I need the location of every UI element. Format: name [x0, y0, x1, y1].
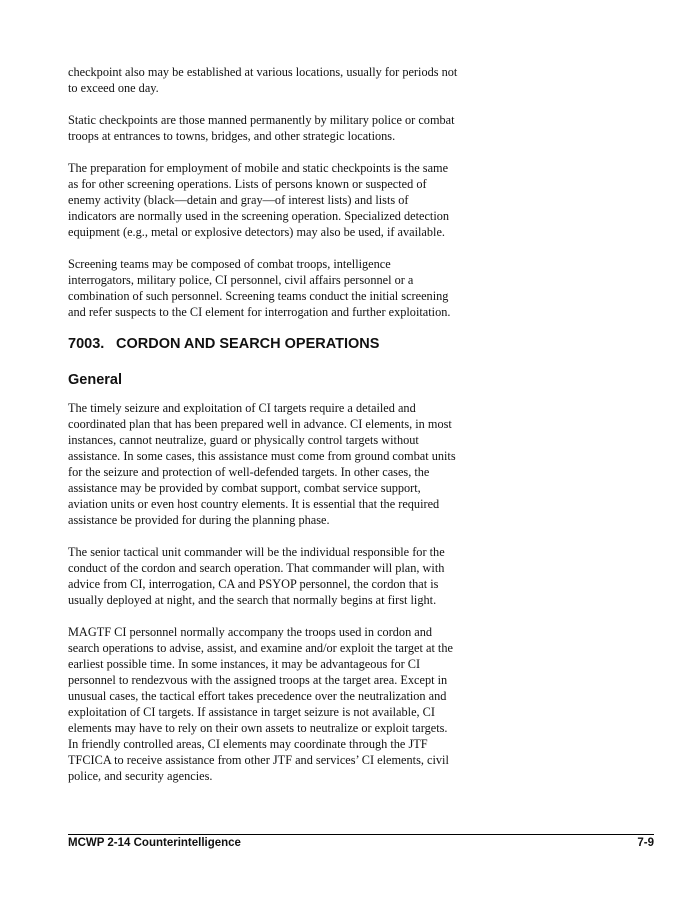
- page-footer: [68, 834, 654, 849]
- paragraph-static-checkpoints: Static checkpoints are those manned permanently by military police or combat troops at entrances to towns, bridges, and other strategic locations.: [68, 113, 455, 143]
- subsection-heading: General: [68, 372, 122, 388]
- page-body: [68, 64, 458, 800]
- paragraph-senior-commander: The senior tactical unit commander will be the individual responsible for the conduct of the cordon and search operation. That commander will plan, with advice from CI, interrogation, CA and PSYOP personnel, the cordon that is usually deployed at night, and the search that normally begins at first light.: [68, 545, 445, 607]
- paragraph-magtf-ci-personnel: MAGTF CI personnel normally accompany the troops used in cordon and search operations to advise, assist, and examine and/or exploit the target at the earliest possible time. In some instances, it may be advantageous for CI personnel to rendezvous with the assigned troops at the target area. Except in unusual cases, the tactical effort takes precedence over the neutralization and exploitation of CI targets. If assistance in target seizure is not available, CI elements may have to rely on their own assets to neutralize or exploit targets. In friendly controlled areas, CI elements may coordinate through the JTF TFCICA to receive assistance from other JTF and services’ CI elements, civil police, and security agencies.: [68, 625, 453, 783]
- paragraph-checkpoint-preparation: The preparation for employment of mobile and static checkpoints is the same as for other screening operations. Lists of persons known or suspected of enemy activity (black—detain and gray—of interest lists) and lists of indicators are normally used in the screening operation. Specialized detection equipment (e.g., metal or explosive detectors) may also be used, if available.: [68, 161, 450, 239]
- section-heading: [68, 336, 458, 352]
- paragraph-checkpoint-duration: checkpoint also may be established at various locations, usually for periods not to exceed one day.: [68, 65, 458, 95]
- paragraph-screening-teams: Screening teams may be composed of combat troops, intelligence interrogators, military police, CI personnel, civil affairs personnel or a combination of such personnel. Screening teams conduct the initial screening and refer suspects to the CI element for interrogation and further exploitation.: [68, 257, 451, 319]
- section-number: 7003.: [68, 336, 105, 352]
- footer-publication-title: MCWP 2-14 Counterintelligence: [68, 837, 241, 849]
- footer-page-number: 7-9: [637, 837, 654, 849]
- section-title: CORDON AND SEARCH OPERATIONS: [116, 336, 380, 352]
- paragraph-target-seizure: The timely seizure and exploitation of CI targets require a detailed and coordinated plan that has been prepared well in advance. CI elements, in most instances, cannot neutralize, guard or physically control targets without assistance. In some cases, this assistance must come from ground combat units for the seizure and protection of well-defended targets. In other cases, the assistance may be provided by combat support, combat service support, aviation units or even host country elements. It is essential that the required assistance be provided for during the planning phase.: [68, 401, 456, 527]
